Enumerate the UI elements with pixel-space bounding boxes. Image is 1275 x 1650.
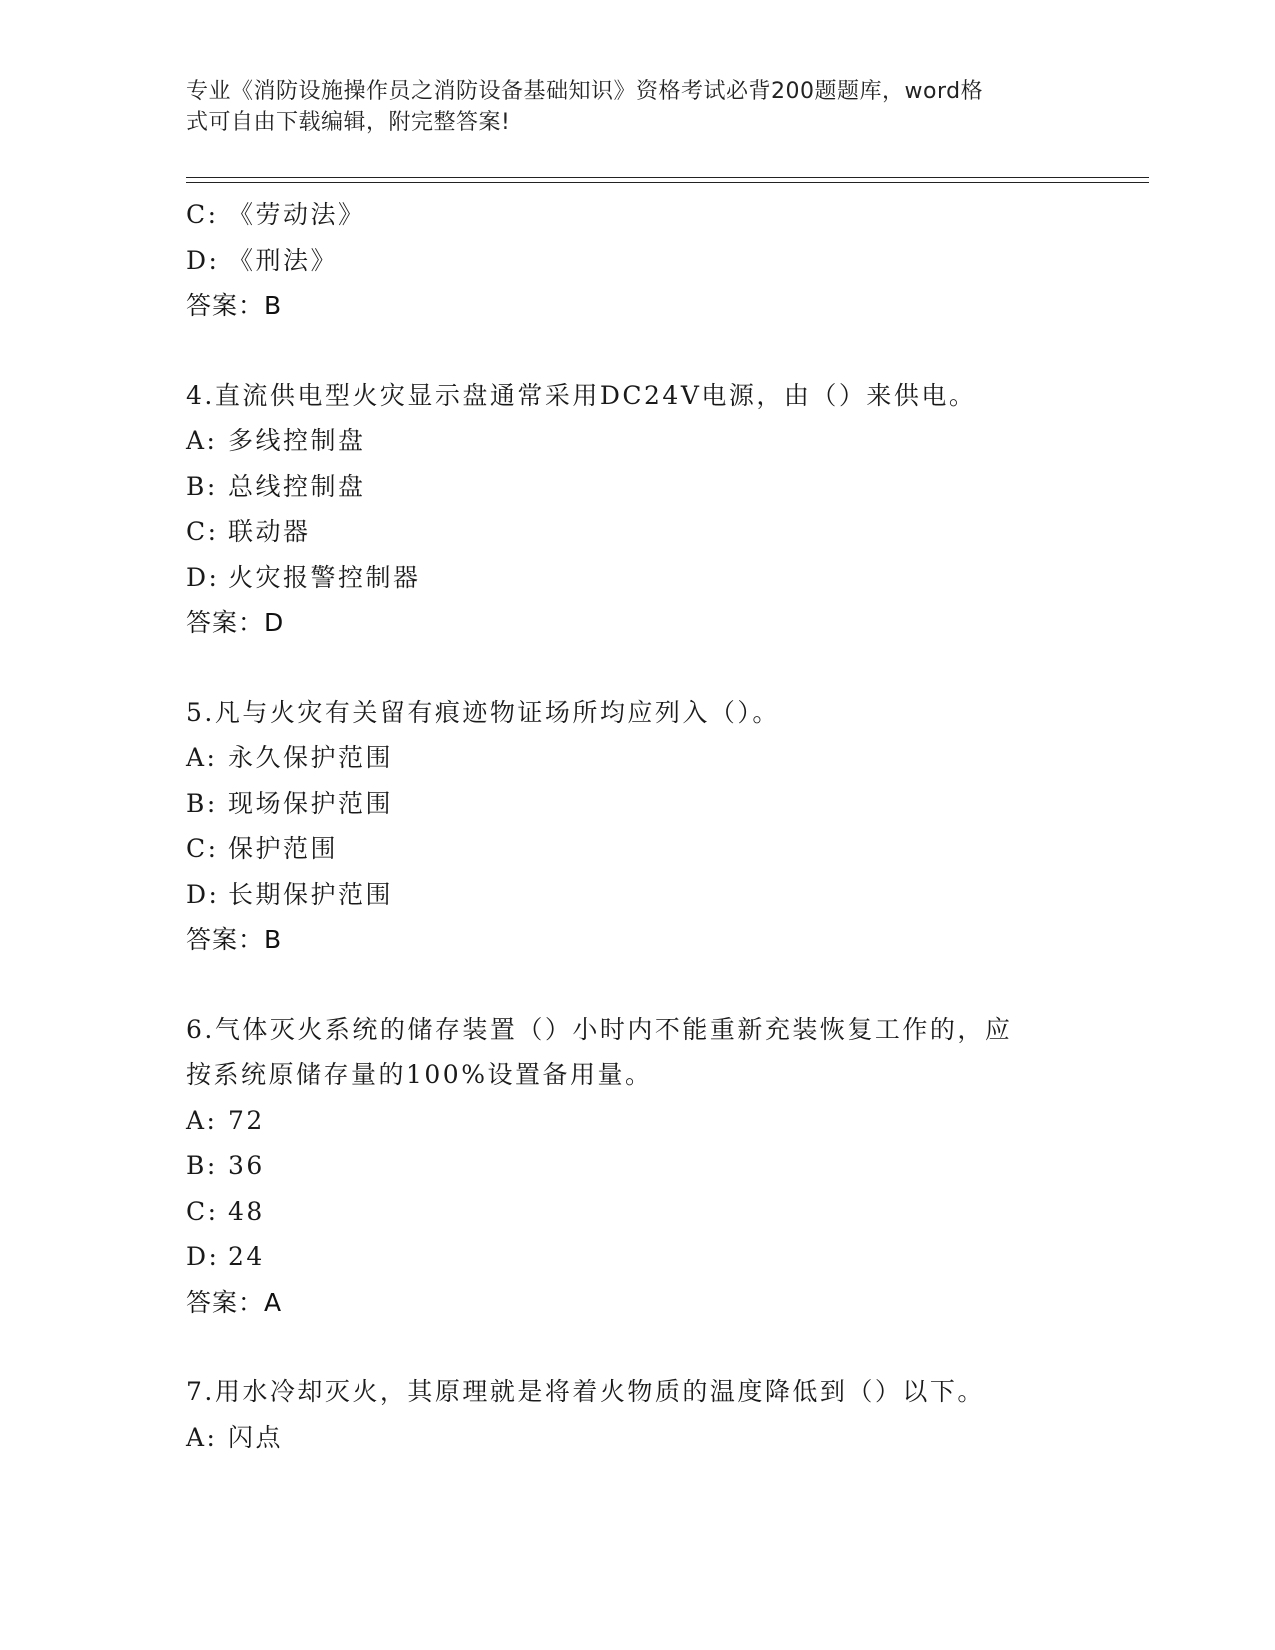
question-7 (186, 1369, 1086, 1460)
option-text: 36 (228, 1151, 265, 1180)
option-label: B: (186, 1151, 218, 1180)
option-text: 现场保护范围 (228, 788, 394, 818)
option-c (186, 192, 1086, 238)
question-stem-line-2: 按系统原储存量的100%设置备用量。 (186, 1060, 653, 1089)
document-header (186, 76, 1066, 138)
header-rule-bottom (186, 182, 1149, 183)
option-b (186, 464, 1086, 510)
question-stem-line-1: 6.气体灭火系统的储存装置（）小时内不能重新充装恢复工作的，应 (186, 1014, 1013, 1044)
option-label: D: (186, 1242, 220, 1271)
question-list (186, 192, 1086, 1460)
option-label: D: (186, 879, 220, 909)
option-a (186, 735, 1086, 781)
option-label: C: (186, 200, 219, 229)
option-c (186, 826, 1086, 872)
option-b (186, 781, 1086, 827)
question-stem: 4.直流供电型火灾显示盘通常采用DC24V电源，由（）来供电。 (186, 380, 977, 410)
answer-line: 答案：D (186, 608, 285, 637)
option-d (186, 238, 1086, 284)
option-a (186, 1098, 1086, 1144)
option-d (186, 555, 1086, 601)
option-label: A: (186, 743, 218, 772)
option-text: 联动器 (228, 517, 311, 546)
option-text: 总线控制盘 (228, 471, 366, 501)
answer-line: 答案：A (186, 1287, 283, 1317)
option-text: 长期保护范围 (228, 879, 394, 909)
option-label: A: (186, 1422, 218, 1452)
option-text: 《刑法》 (228, 245, 339, 275)
option-c (186, 509, 1086, 555)
option-label: D: (186, 562, 220, 592)
answer-line: 答案：B (186, 291, 283, 320)
option-text: 永久保护范围 (228, 743, 394, 772)
question-stem: 7.用水冷却灭火，其原理就是将着火物质的温度降低到（）以下。 (186, 1377, 985, 1406)
option-label: B: (186, 788, 218, 818)
option-label: A: (186, 1105, 218, 1135)
option-text: 24 (228, 1242, 265, 1271)
question-5 (186, 690, 1086, 963)
option-label: B: (186, 471, 218, 501)
question-6 (186, 1007, 1086, 1326)
header-line-1: 专业《消防设施操作员之消防设备基础知识》资格考试必背200题题库，word格 (186, 79, 984, 104)
question-3 (186, 192, 1086, 329)
option-text: 48 (228, 1196, 265, 1226)
question-gap (186, 646, 1086, 690)
option-d (186, 872, 1086, 918)
header-line-2: 式可自由下载编辑，附完整答案! (186, 110, 511, 135)
question-gap (186, 1325, 1086, 1369)
option-a (186, 1415, 1086, 1461)
header-rule-top (186, 177, 1149, 178)
option-text: 《劳动法》 (228, 200, 366, 229)
option-label: C: (186, 834, 219, 863)
option-text: 闪点 (228, 1422, 284, 1452)
option-b (186, 1143, 1086, 1189)
option-label: C: (186, 517, 219, 546)
option-c (186, 1189, 1086, 1235)
question-gap (186, 329, 1086, 373)
option-a (186, 418, 1086, 464)
option-text: 多线控制盘 (228, 426, 366, 455)
option-label: A: (186, 426, 218, 455)
option-label: C: (186, 1196, 219, 1226)
option-text: 72 (228, 1105, 265, 1135)
answer-line: 答案：B (186, 925, 283, 954)
option-text: 保护范围 (228, 834, 339, 863)
question-4 (186, 373, 1086, 646)
question-gap (186, 963, 1086, 1007)
question-stem: 5.凡与火灾有关留有痕迹物证场所均应列入（）。 (186, 697, 780, 727)
option-label: D: (186, 245, 220, 275)
option-text: 火灾报警控制器 (228, 562, 421, 592)
option-d (186, 1234, 1086, 1280)
